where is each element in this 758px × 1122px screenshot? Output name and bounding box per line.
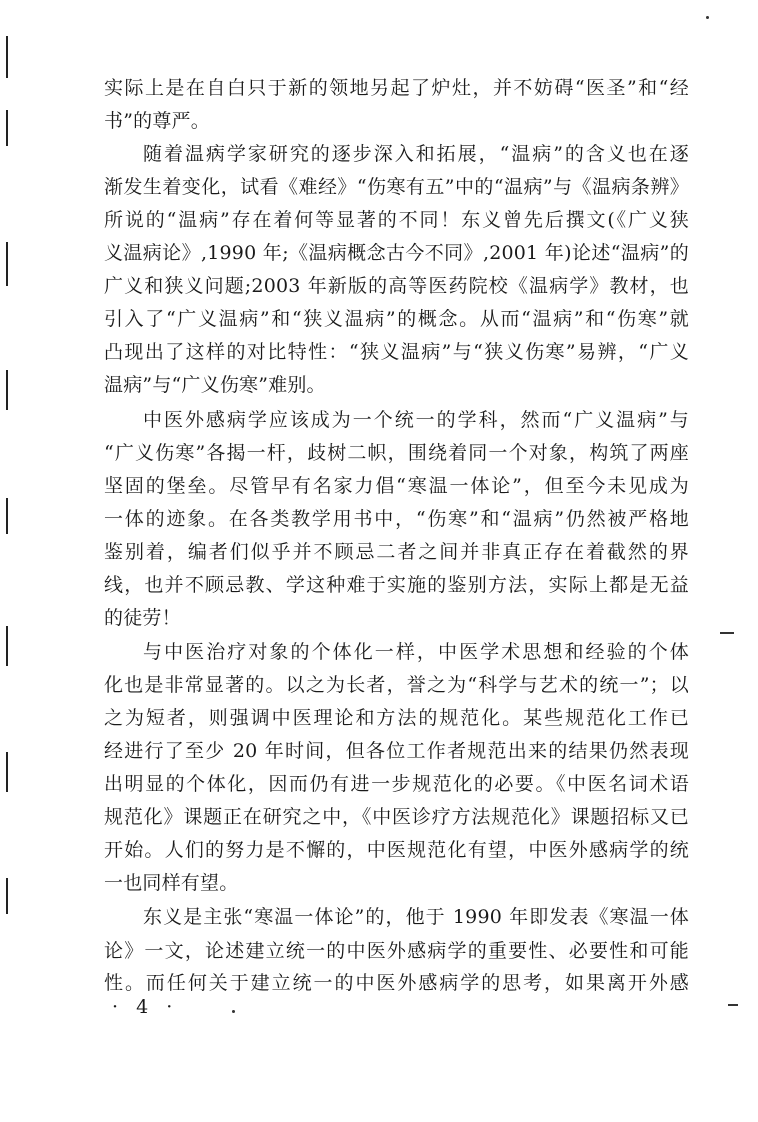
- text-line: 渐发生着变化，试看《难经》“伤寒有五”中的“温病”与《温病条辨》: [104, 176, 689, 198]
- text-line: 开始。人们的努力是不懈的，中医规范化有望，中医外感病学的统: [104, 839, 689, 861]
- text-line: 书”的尊严。: [104, 110, 210, 132]
- scan-speck: [706, 16, 709, 19]
- text-line: 中医外感病学应该成为一个统一的学科，然而“广义温病”与: [143, 409, 689, 431]
- text-line: 的徒劳！: [104, 607, 181, 629]
- scan-edge-mark: [6, 626, 8, 666]
- text-line: “广义伤寒”各揭一杆，歧树二帜，围绕着同一个对象，构筑了两座: [104, 442, 689, 464]
- scan-edge-mark: [6, 242, 8, 286]
- text-line: 温病”与“广义伤寒”难别。: [104, 374, 326, 396]
- text-line: 之为短者，则强调中医理论和方法的规范化。某些规范化工作已: [104, 707, 689, 729]
- scan-edge-mark: [6, 498, 8, 534]
- text-line: 规范化》课题正在研究之中，《中医诊疗方法规范化》课题招标又已: [104, 806, 689, 828]
- page-number: · 4 ·: [112, 996, 179, 1018]
- text-line: 实际上是在自白只于新的领地另起了炉灶，并不妨碍“医圣”和“经: [104, 77, 689, 99]
- scan-edge-mark: [6, 878, 8, 914]
- text-line: 所说的“温病”存在着何等显著的不同！东义曾先后撰文(《广义狭: [104, 209, 689, 231]
- scan-edge-mark: [6, 110, 8, 146]
- text-line: 坚固的堡垒。尽管早有名家力倡“寒温一体论”，但至今未见成为: [104, 475, 689, 497]
- text-line: 引入了“广义温病”和“狭义温病”的概念。从而“温病”和“伤寒”就: [104, 308, 689, 330]
- scan-edge-mark: [6, 36, 8, 78]
- scan-speck: [232, 1010, 235, 1013]
- text-line: 随着温病学家研究的逐步深入和拓展，“温病”的含义也在逐: [143, 143, 689, 165]
- text-line: 一体的迹象。在各类教学用书中，“伤寒”和“温病”仍然被严格地: [104, 508, 689, 530]
- text-line: 化也是非常显著的。以之为长者，誉之为“科学与艺术的统一”；以: [104, 674, 689, 696]
- text-line: 广义和狭义问题;2003 年新版的高等医药院校《温病学》教材，也: [104, 275, 689, 297]
- text-line: 东义是主张“寒温一体论”的，他于 1990 年即发表《寒温一体: [143, 906, 689, 928]
- text-line: 与中医治疗对象的个体化一样，中医学术思想和经验的个体: [143, 641, 689, 663]
- text-line: 鉴别着，编者们似乎并不顾忌二者之间并非真正存在着截然的界: [104, 541, 689, 563]
- text-line: 凸现出了这样的对比特性：“狭义温病”与“狭义伤寒”易辨，“广义: [104, 341, 689, 363]
- text-line: 论》一文，论述建立统一的中医外感病学的重要性、必要性和可能: [104, 940, 689, 962]
- scan-mark-dash: [728, 1004, 738, 1006]
- scan-edge-mark: [6, 752, 8, 792]
- text-line: 一也同样有望。: [104, 872, 239, 894]
- text-line: 线，也并不顾忌教、学这种难于实施的鉴别方法，实际上都是无益: [104, 574, 689, 596]
- text-line: 义温病论》,1990 年;《温病概念古今不同》,2001 年)论述“温病”的: [104, 242, 689, 264]
- scan-mark-dash: [720, 632, 734, 634]
- text-line: 出明显的个体化，因而仍有进一步规范化的必要。《中医名词术语: [104, 773, 689, 795]
- scan-edge-mark: [6, 370, 8, 410]
- text-line: 性。而任何关于建立统一的中医外感病学的思考，如果离开外感: [104, 972, 689, 994]
- text-line: 经进行了至少 20 年时间，但各位工作者规范出来的结果仍然表现: [104, 740, 689, 762]
